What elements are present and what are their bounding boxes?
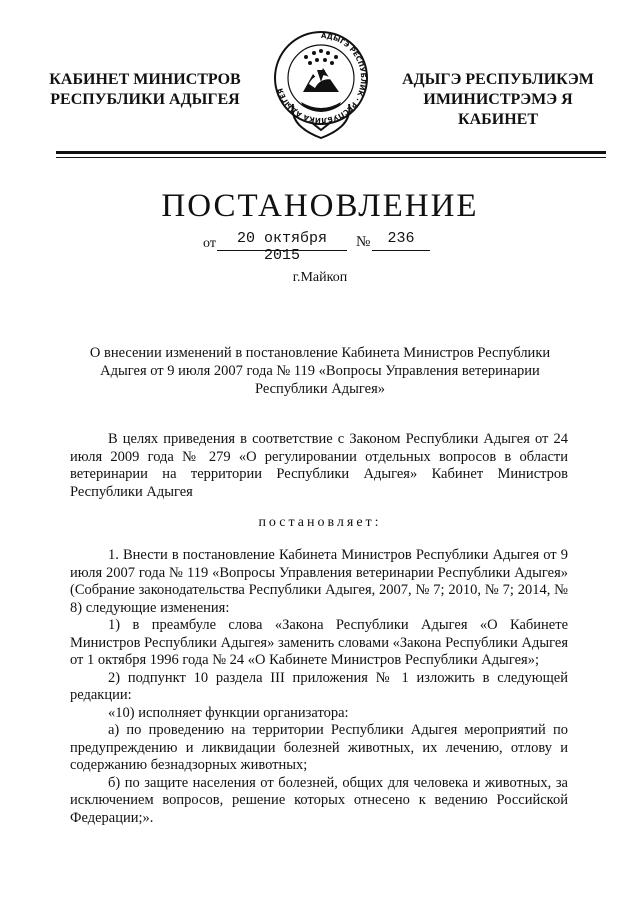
paragraph: 1) в преамбуле слова «Закона Республики Адыгея «О Кабинете Министров Республики Адыгея» заменить словами «Закона Республики Адыгея от 1 октября 1996 года № 24 «О Кабинете Министров Республики Адыгея»; xyxy=(70,617,568,668)
header-left-line-1: КАБИНЕТ МИНИСТРОВ xyxy=(49,71,241,88)
number-field: 236 xyxy=(372,230,430,251)
city: г.Майкоп xyxy=(292,270,348,285)
paragraph: 2) подпункт 10 раздела III приложения № 1 изложить в следующей редакции: xyxy=(70,669,568,703)
resolution-title: О внесении изменений в постановление Кабинета Министров Республики Адыгея от 9 июля 2007 года № 119 «Вопросы Управления ветеринарии Республики Адыгея» xyxy=(89,345,551,397)
header-left xyxy=(40,70,250,110)
number-label: № xyxy=(356,234,371,250)
republic-emblem xyxy=(273,30,369,142)
document-type: ПОСТАНОВЛЕНИЕ xyxy=(161,188,479,224)
paragraph: «10) исполняет функции организатора: xyxy=(108,704,349,721)
emblem-ring-text: АДЫГЭ РЕСПУБЛИК · РЕСПУБЛИКА АДЫГЕЯ xyxy=(276,31,368,125)
header-divider-thick xyxy=(56,151,606,154)
preamble xyxy=(70,431,568,501)
header-right-line-1: АДЫГЭ РЕСПУБЛИКЭМ xyxy=(402,71,594,88)
header-right xyxy=(382,70,614,130)
paragraph: 1. Внести в постановление Кабинета Министров Республики Адыгея от 9 июля 2007 года № 119 «Вопросы Управления ветеринарии Республики Адыгея» (Собрание законодательства Республики Адыгея, 2007, № 7; 2010, № 7; 2014, № 8) следующие изменения: xyxy=(70,547,568,616)
resolution-body xyxy=(70,547,568,827)
preamble-text: В целях приведения в соответствие с Законом Республики Адыгея от 24 июля 2009 года № 279 «О регулировании отдельных вопросов в области ветеринарии на территории Республики Адыгея» Кабинет Министров Республики Адыгея xyxy=(70,431,568,500)
emblem-graphic xyxy=(273,30,369,142)
paragraph: а) по проведению на территории Республики Адыгея мероприятий по предупреждению и ликвидации болезней животных, их лечению, отлову и содержанию безнадзорных животных; xyxy=(70,722,568,773)
decree-word: постановляет: xyxy=(258,515,382,530)
paragraph: б) по защите населения от болезней, общих для человека и животных, за исключением вопросов, решение которых отнесено к ведению Российской Федерации;». xyxy=(70,774,568,826)
date-label: от xyxy=(203,236,216,251)
header-divider-thin xyxy=(56,157,606,158)
header-right-line-2: ИМИНИСТРЭМЭ Я КАБИНЕТ xyxy=(423,91,573,128)
header-left-line-2: РЕСПУБЛИКИ АДЫГЕЯ xyxy=(50,91,240,108)
date-field: 20 октября 2015 xyxy=(217,230,347,251)
date-number-line xyxy=(0,230,640,264)
